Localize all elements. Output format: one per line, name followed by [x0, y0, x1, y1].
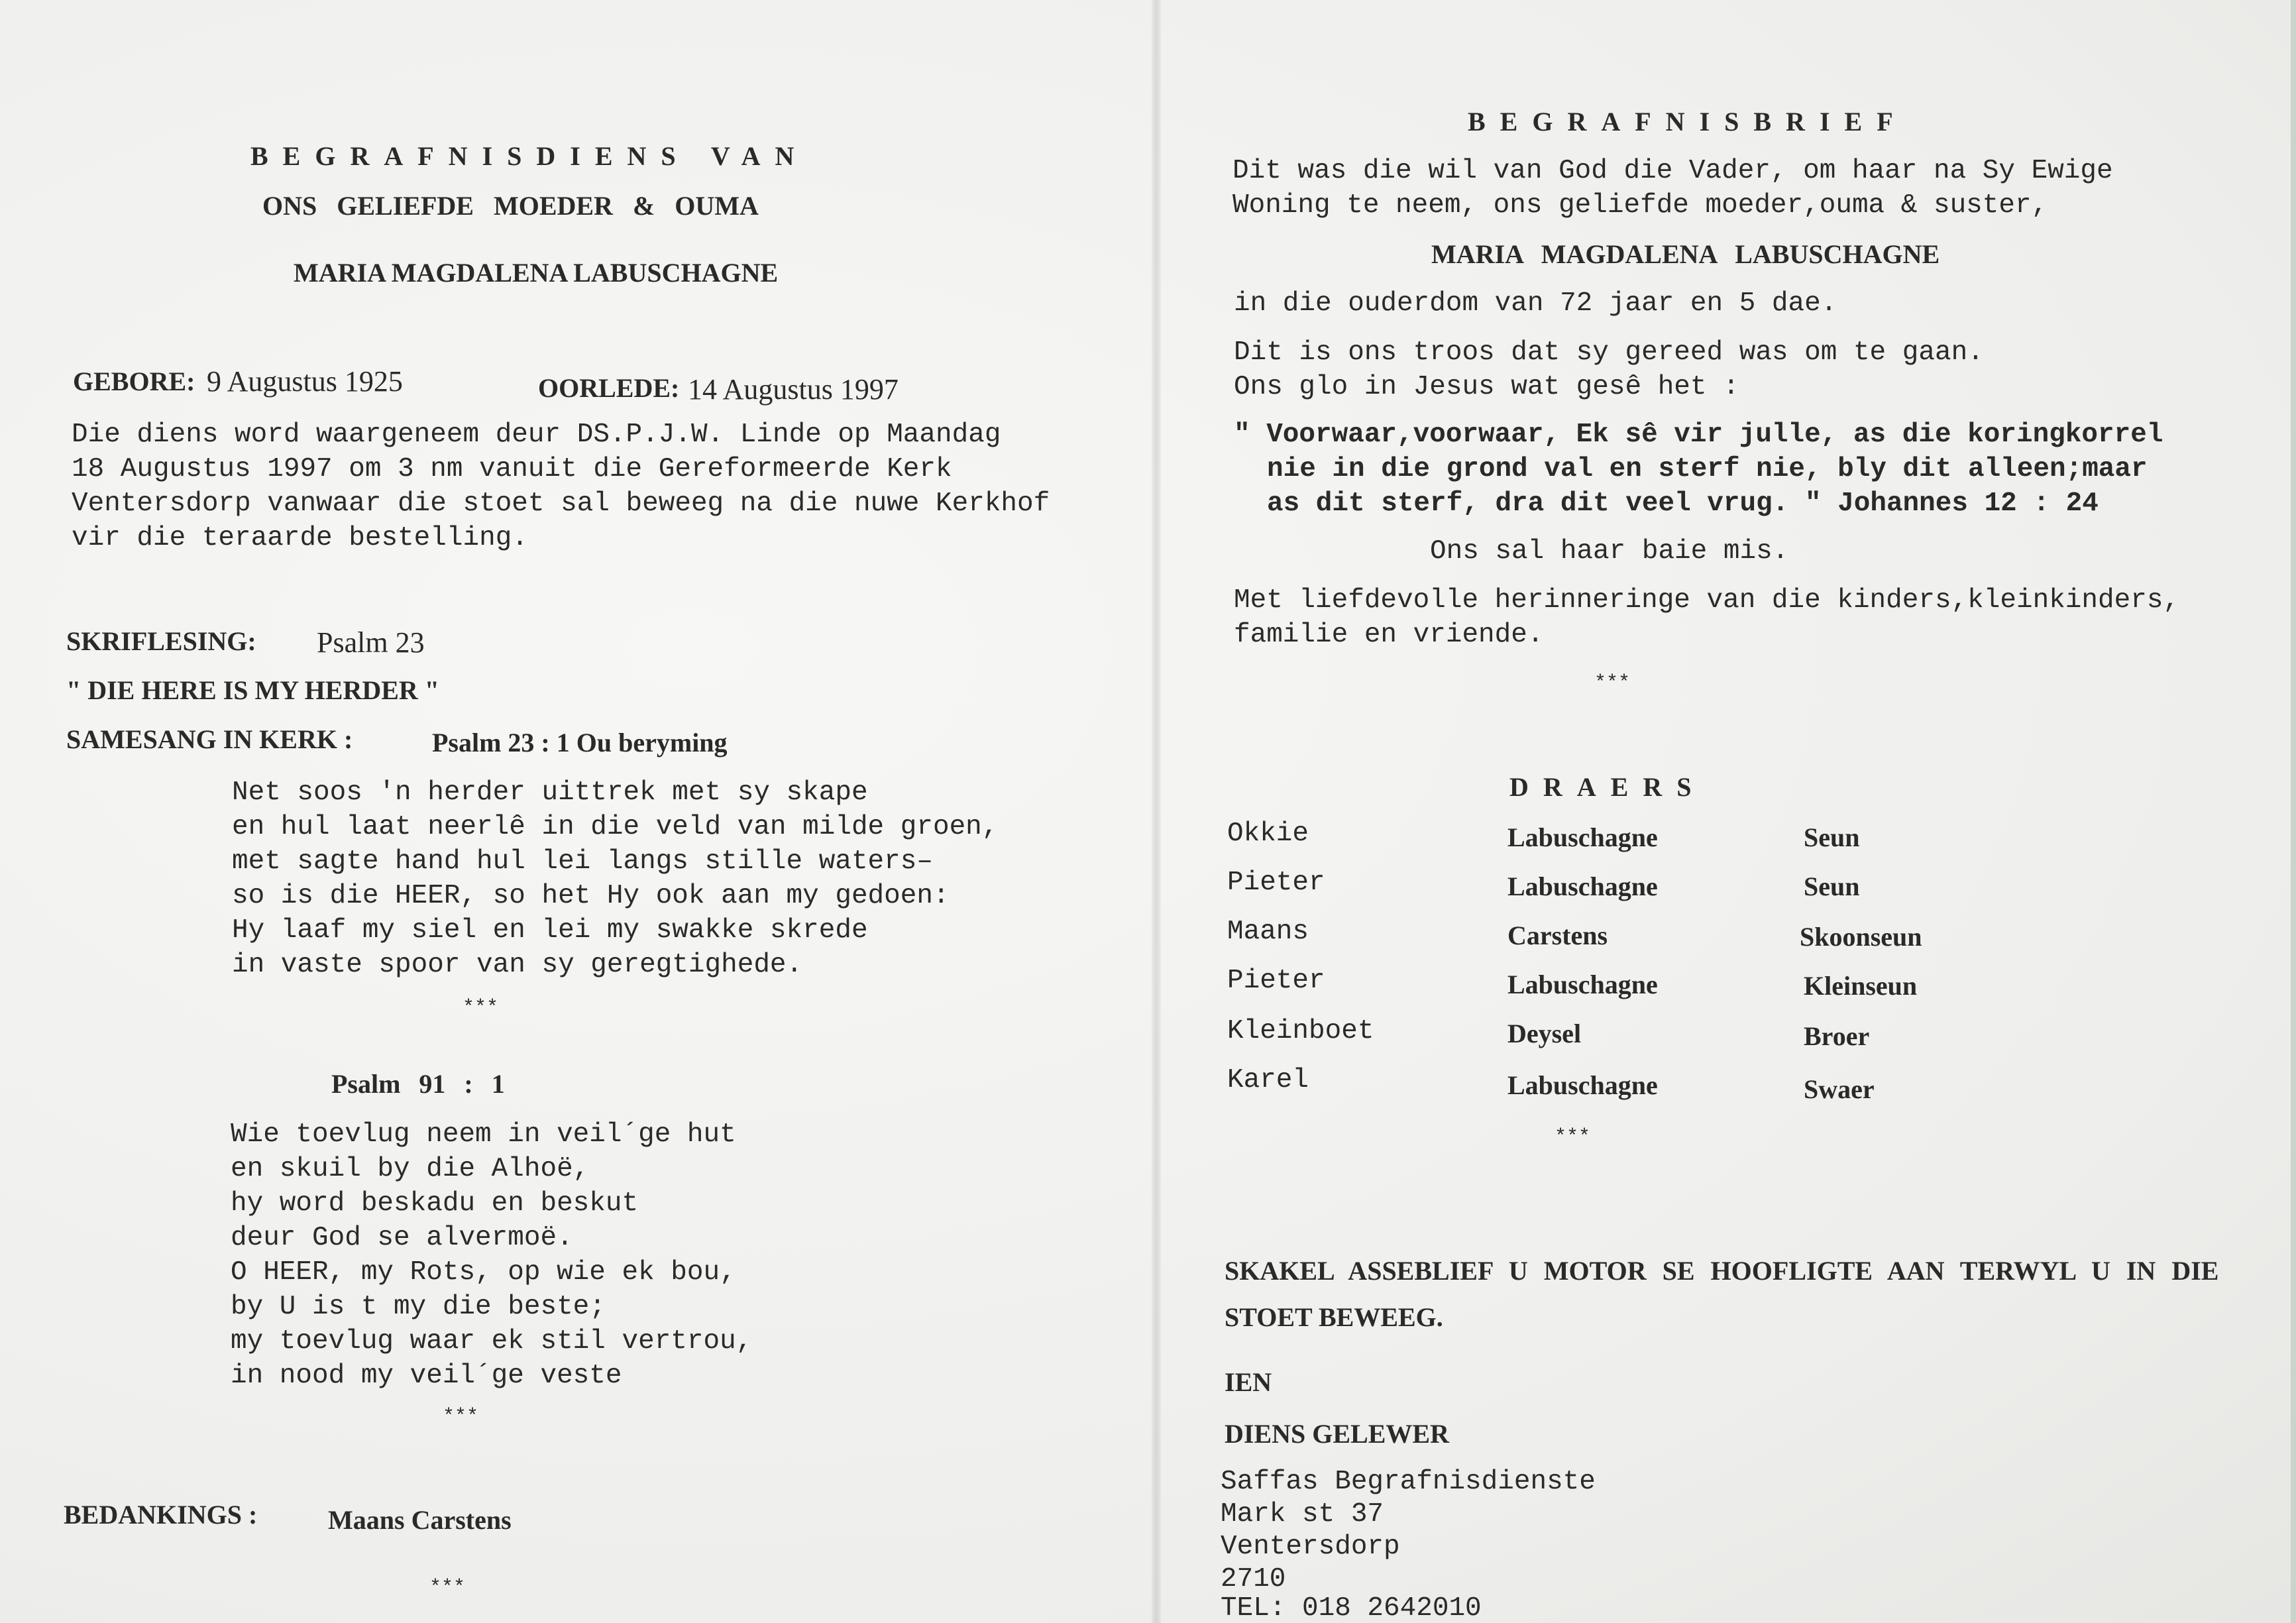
- deceased-name-right: MARIA MAGDALENA LABUSCHAGNE: [1431, 239, 1940, 269]
- bearer-first-name: Pieter: [1227, 966, 1325, 996]
- scripture-quote: [1234, 418, 2163, 521]
- died-label: OORLEDE:: [538, 373, 680, 403]
- service-line: vir die teraarde bestelling.: [72, 523, 528, 553]
- address-line: Mark st 37: [1221, 1499, 1384, 1530]
- served-by-label: DIENS GELEWER: [1225, 1419, 1449, 1449]
- bearer-relation: Seun: [1804, 871, 1860, 901]
- letter-intro: [1232, 154, 2113, 223]
- separator: ***: [429, 1577, 466, 1599]
- born-label: GEBORE:: [73, 366, 195, 396]
- bearers-heading: DRAERS: [1509, 772, 1706, 802]
- bearer-last-name: Labuschagne: [1507, 871, 1658, 901]
- psalm-91-verse: [231, 1117, 752, 1393]
- address-line: 2710: [1221, 1564, 1286, 1595]
- intro-line: Dit was die wil van God die Vader, om haar na Sy Ewige: [1232, 156, 2113, 186]
- comfort-line: Dit is ons troos dat sy gereed was om te gaan.: [1234, 337, 1984, 368]
- verse-line: my toevlug waar ek stil vertrou,: [231, 1326, 753, 1357]
- psalm-91-title: Psalm 91 : 1: [331, 1069, 505, 1099]
- verse-line: O HEER, my Rots, op wie ek bou,: [231, 1257, 736, 1288]
- verse-line: en hul laat neerlê in die veld van milde groen,: [232, 812, 999, 842]
- died-value: 14 Augustus 1997: [688, 373, 899, 406]
- headlights-notice-line: STOET BEWEEG.: [1225, 1302, 1443, 1332]
- verse-line: in vaste spoor van sy geregtighede.: [232, 950, 803, 980]
- intro-line: Woning te neem, ons geliefde moeder,ouma & suster,: [1232, 190, 2048, 221]
- born-value: 9 Augustus 1925: [207, 365, 403, 398]
- bearer-first-name: Maans: [1227, 917, 1309, 947]
- comfort-line: Ons glo in Jesus wat gesê het :: [1234, 372, 1739, 402]
- verse-line: Wie toevlug neem in veil´ge hut: [231, 1119, 736, 1150]
- service-line: Die diens word waargeneem deur DS.P.J.W. Linde op Maandag: [72, 420, 1001, 450]
- service-heading: BEGRAFNISDIENS VAN: [250, 141, 809, 171]
- bearer-last-name: Deysel: [1507, 1019, 1582, 1048]
- undertaker-address: [1221, 1466, 1596, 1621]
- verse-line: hy word beskadu en beskut: [231, 1188, 639, 1219]
- address-line: TEL: 018 2642010: [1221, 1596, 1482, 1621]
- separator: ***: [1555, 1126, 1591, 1148]
- reading-label: SKRIFLESING:: [66, 626, 256, 656]
- miss-line: Ons sal haar baie mis.: [1430, 536, 1789, 567]
- separator: ***: [443, 1406, 479, 1428]
- deceased-name-left: MARIA MAGDALENA LABUSCHAGNE: [294, 258, 779, 288]
- singing-value: Psalm 23 : 1 Ou beryming: [432, 728, 728, 757]
- thanks-label: BEDANKINGS :: [64, 1500, 258, 1530]
- service-details: [72, 418, 1050, 555]
- page-edge: [2291, 0, 2296, 1623]
- psalm-23-verse: [232, 775, 998, 982]
- thanks-value: Maans Carstens: [328, 1505, 512, 1535]
- singing-label: SAMESANG IN KERK :: [66, 724, 353, 754]
- verse-line: in nood my veil´ge veste: [231, 1361, 622, 1391]
- verse-line: met sagte hand hul lei langs stille waters–: [232, 846, 933, 877]
- bearer-last-name: Labuschagne: [1507, 1070, 1658, 1100]
- bearer-relation: Skoonseun: [1800, 922, 1922, 952]
- bearer-first-name: Karel: [1227, 1065, 1309, 1095]
- separator: ***: [463, 997, 499, 1019]
- comfort-text: [1234, 335, 1984, 404]
- age-line: in die ouderdom van 72 jaar en 5 dae.: [1234, 288, 1837, 319]
- verse-line: by U is t my die beste;: [231, 1292, 606, 1322]
- bearer-relation: Swaer: [1804, 1074, 1875, 1104]
- bearer-last-name: Carstens: [1507, 921, 1608, 950]
- bearer-last-name: Labuschagne: [1507, 822, 1658, 852]
- bearer-relation: Kleinseun: [1804, 971, 1918, 1001]
- letter-heading: BEGRAFNISBRIEF: [1468, 107, 1908, 137]
- service-line: 18 Augustus 1997 om 3 nm vanuit die Gereformeerde Kerk: [72, 454, 952, 484]
- ien-label: IEN: [1225, 1367, 1272, 1397]
- verse-line: Hy laaf my siel en lei my swakke skrede: [232, 915, 868, 946]
- quote-line: " Voorwaar,voorwaar, Ek sê vir julle, as die koringkorrel: [1234, 420, 2163, 450]
- memory-line: Met liefdevolle herinneringe van die kinders,kleinkinders,: [1234, 585, 2180, 616]
- page-fold: [1152, 0, 1161, 1623]
- reading-value: Psalm 23: [317, 626, 425, 659]
- verse-line: en skuil by die Alhoë,: [231, 1154, 590, 1184]
- quote-line: nie in die grond val en sterf nie, bly dit alleen;maar: [1267, 454, 2148, 484]
- memory-text: [1234, 583, 2179, 652]
- memory-line: familie en vriende.: [1234, 620, 1544, 650]
- bearer-relation: Broer: [1804, 1021, 1870, 1051]
- quote-line: as dit sterf, dra dit veel vrug. " Johannes 12 : 24: [1267, 488, 2099, 519]
- bearer-last-name: Labuschagne: [1507, 970, 1658, 999]
- separator: ***: [1594, 672, 1631, 695]
- address-line: Saffas Begrafnisdienste: [1221, 1467, 1596, 1497]
- service-subheading: ONS GELIEFDE MOEDER & OUMA: [262, 191, 759, 221]
- headlights-notice-line: SKAKEL ASSEBLIEF U MOTOR SE HOOFLIGTE AAN TERWYL U IN DIE: [1225, 1256, 2219, 1286]
- verse-line: deur God se alvermoë.: [231, 1223, 573, 1253]
- verse-line: so is die HEER, so het Hy ook aan my gedoen:: [232, 881, 950, 911]
- reading-title: " DIE HERE IS MY HERDER ": [66, 675, 440, 705]
- address-line: Ventersdorp: [1221, 1532, 1400, 1562]
- service-line: Ventersdorp vanwaar die stoet sal beweeg na die nuwe Kerkhof: [72, 488, 1050, 519]
- bearer-relation: Seun: [1804, 822, 1860, 852]
- bearer-first-name: Kleinboet: [1227, 1016, 1374, 1046]
- bearer-first-name: Pieter: [1227, 867, 1325, 898]
- bearer-first-name: Okkie: [1227, 818, 1309, 849]
- verse-line: Net soos 'n herder uittrek met sy skape: [232, 777, 868, 808]
